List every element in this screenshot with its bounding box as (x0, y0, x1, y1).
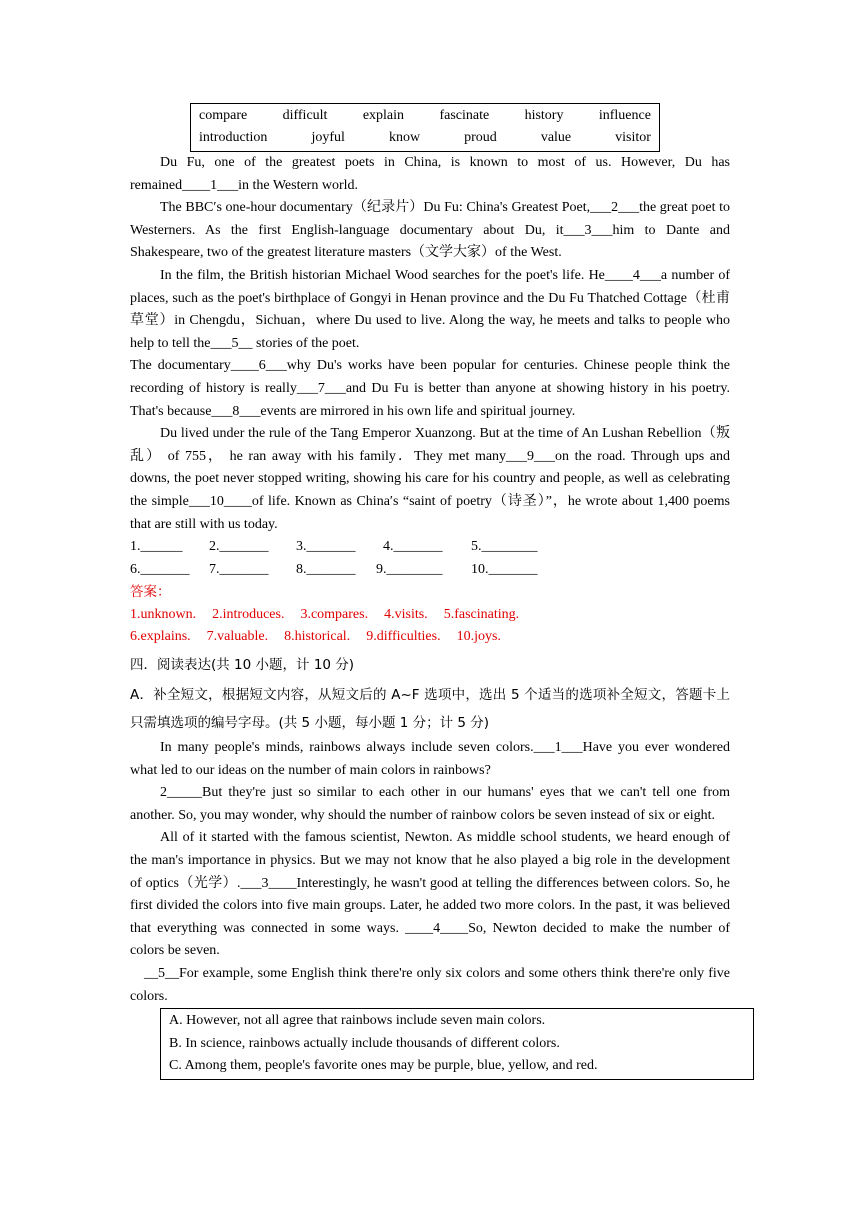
answer-blank[interactable]: 5.________ (471, 539, 538, 555)
answer-key-item: 6.explains. (130, 629, 191, 645)
answer-key-row-2 (130, 626, 730, 649)
word-bank-word: compare (199, 108, 248, 123)
answer-key-item: 9.difficulties. (366, 629, 441, 645)
word-bank-word: know (388, 130, 421, 145)
word-bank-word: history (524, 108, 564, 123)
reading-paragraph-3: All of it started with the famous scientist, Newton. As middle school students, we heard enough of the man's importance in physics. But we may not know that he also played a big role in the development of optics（光学）.___3____Interestingly, he wasn't good at telling the differences between colors. So, he first divided the colors into five main groups. Later, he added two more colors. In the past, it was believed that everything was connected in some ways. ____4____So, Newton decided to make the number of colors be seven. (130, 830, 730, 959)
answer-key-row-1 (130, 604, 730, 627)
answer-blank[interactable]: 3._______ (296, 539, 356, 555)
word-bank-row-1 (199, 105, 651, 127)
word-bank-word: introduction (199, 130, 268, 145)
worksheet-page (130, 103, 730, 1080)
word-bank-row-2 (199, 127, 651, 149)
answer-blank[interactable]: 1.______ (130, 539, 183, 555)
answer-key-item: 4.visits. (384, 606, 428, 622)
answer-blank[interactable]: 9.________ (376, 561, 443, 577)
option-b: B. In science, rainbows actually include thousands of different colors. (169, 1035, 560, 1051)
passage-paragraph-2: The BBC′s one-hour documentary（纪录片）Du Fu: China's Greatest Poet,___2___the great poet to Westerners. As the first English-language documentary about Du, it___3___him to Dante and Shakespeare, two of the greatest literature masters（文学大家）of the West. (130, 200, 730, 261)
answer-blank[interactable]: 8._______ (296, 561, 356, 577)
blank-row-1 (130, 536, 730, 559)
section-heading: 四．阅读表达(共 10 小题，计 10 分) (130, 657, 355, 674)
word-bank-word: explain (362, 108, 405, 123)
passage-paragraph-5: Du lived under the rule of the Tang Emperor Xuanzong. But at the time of An Lushan Rebellion（叛乱） of 755， he ran away with his family．They met many___9___on the road. Through ups and downs, the poet never stopped writing, showing his care for his country and people, as well as celebrating the simple___10____of life. Known as China′s “saint of poetry（诗圣）”，he wrote about 1,400 poems that are still with us today. (130, 426, 730, 532)
passage-paragraph-4: The documentary____6___why Du's works have been popular for centuries. Chinese people think the recording of history is really___7___and Du Fu is better than anyone at showing history in his poetry. That's because___8___events are mirrored in his own life and spiritual journey. (130, 358, 730, 419)
answer-key-item: 3.compares. (300, 606, 369, 622)
word-bank-word: proud (464, 130, 497, 145)
reading-paragraph-1: In many people's minds, rainbows always include seven colors.___1___Have you ever wondered what led to our ideas on the number of main colors in rainbows? (130, 740, 730, 778)
word-bank-box (190, 103, 660, 152)
word-bank-word: difficult (282, 108, 328, 123)
option-c: C. Among them, people's favorite ones may be purple, blue, yellow, and red. (169, 1058, 598, 1074)
answer-key-item: 7.valuable. (206, 629, 269, 645)
option-a: A. However, not all agree that rainbows include seven main colors. (169, 1013, 546, 1029)
word-bank-word: fascinate (439, 108, 490, 123)
answer-blank[interactable]: 2._______ (209, 539, 269, 555)
answer-key-item: 8.historical. (284, 629, 351, 645)
word-bank-word: visitor (615, 130, 651, 145)
section-instruction: A．补全短文，根据短文内容，从短文后的 A~F 选项中，选出 5 个适当的选项补全短文，答题卡上只需填选项的编号字母。(共 5 小题，每小题 1 分；计 5 分) (130, 687, 730, 732)
word-bank-word: value (540, 130, 572, 145)
options-box (160, 1008, 754, 1080)
passage-paragraph-3: In the film, the British historian Michael Wood searches for the poet's life. He____4___a number of places, such as the poet's birthplace of Gongyi in Henan province and the Du Fu Thatched Cottage（杜甫草堂）in Chengdu，Sichuan，where Du used to live. Along the way, he meets and talks to people who help to tell the___5__ stories of the poet. (130, 267, 730, 351)
answer-label: 答案： (130, 584, 171, 601)
word-bank-word: influence (598, 108, 651, 123)
answer-blank[interactable]: 7._______ (209, 561, 269, 577)
passage-paragraph-1: Du Fu, one of the greatest poets in China, is known to most of us. However, Du has remained____1___in the Western world. (130, 155, 730, 193)
reading-paragraph-2: 2_____But they're just so similar to each other in our humans' eyes that we can't tell one from another. So, you may wonder, why should the number of rainbow colors be seven instead of six or eight. (130, 785, 730, 823)
answer-key-item: 5.fascinating. (443, 606, 520, 622)
answer-blank[interactable]: 4._______ (383, 539, 443, 555)
answer-key-item: 1.unknown. (130, 606, 197, 622)
reading-paragraph-4: __5__For example, some English think there're only six colors and some others think there're only five colors. (130, 966, 730, 1004)
answer-blank[interactable]: 6._______ (130, 561, 190, 577)
answer-key-item: 2.introduces. (212, 606, 285, 622)
blank-row-2 (130, 559, 730, 582)
answer-blank[interactable]: 10._______ (471, 561, 538, 577)
answer-key-item: 10.joys. (456, 629, 501, 645)
word-bank-word: joyful (311, 130, 345, 145)
